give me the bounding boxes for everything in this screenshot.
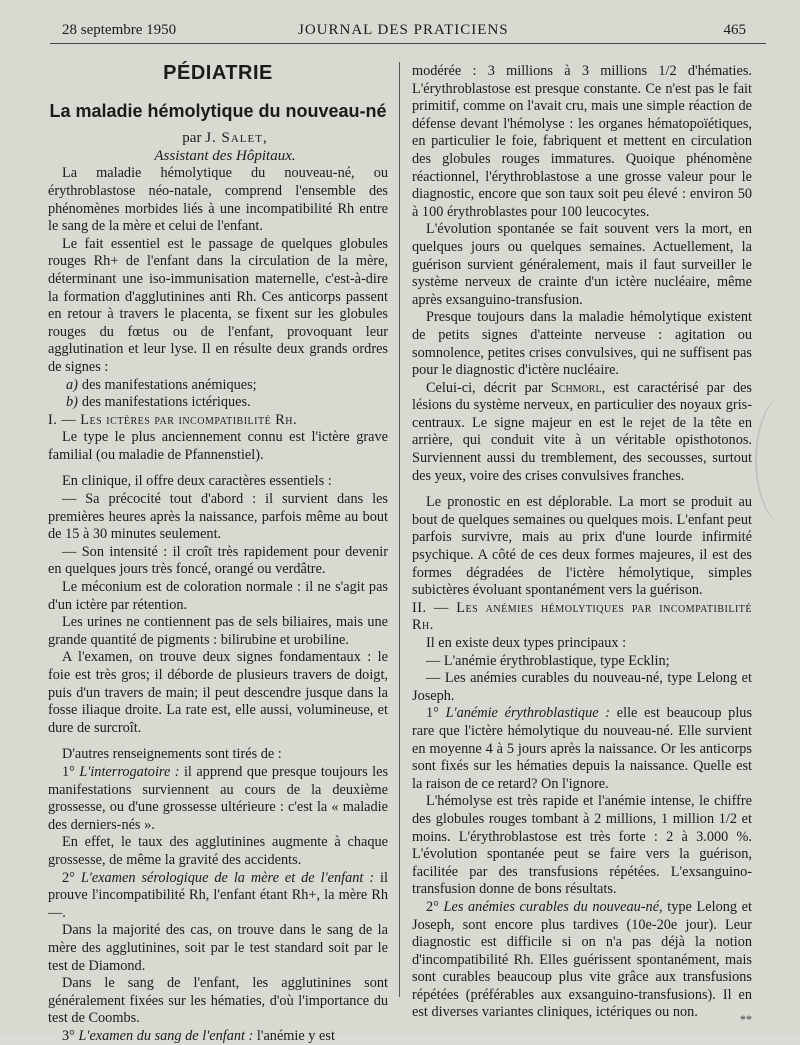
- paragraph: D'autres renseignements sont tirés de :: [62, 746, 282, 763]
- list-item-text: des manifestations anémiques;: [81, 376, 257, 393]
- paragraph: Les urines ne contiennent pas de sels biliaires, mais une grande quantité de pigments : bilirubine et urobiline.: [48, 614, 388, 648]
- article-title: La maladie hémolytique du nouveau-né: [49, 100, 387, 121]
- paragraph: Le méconium est de coloration normale : il ne s'agit pas d'un ictère par rétention.: [48, 579, 388, 613]
- subsection-heading: I. — Les ictères par incompatibilité Rh.: [48, 411, 298, 428]
- cited-author: Schmorl,: [550, 379, 606, 396]
- list-item-text: des manifestations ictériques.: [81, 394, 251, 411]
- paragraph: — Sa précocité tout d'abord : il survient dans les premières heures après la naissance, parfois même au bout de 15 à 30 minutes seulement.: [48, 491, 388, 543]
- subsection-heading: II. — Les anémies hémolytiques par incompatibilité Rh.: [412, 599, 752, 634]
- item-label: L'anémie érythroblastique :: [445, 705, 611, 722]
- item-text: l'anémie y est: [256, 1027, 335, 1044]
- list-item: [66, 394, 388, 412]
- right-column: [412, 63, 752, 1022]
- item-text: il apprend que presque toujours les manifestations surviennent au cours de la deuxième grossesse, ou d'une grossesse ultérieure : c'est la « maladie des derniers-nés ».: [48, 763, 389, 833]
- item-text: elle est beaucoup plus rare que l'ictère hémolytique du nouveau-né. Elle survient en moyenne 4 à 5 jours après la naissance. Or les anticorps sont fixés sur les hématies depuis la naissance. Quelle est la raison de ce retard? On l'ignore.: [412, 705, 753, 792]
- library-stamp: [755, 395, 800, 525]
- author-prefix: par: [182, 130, 202, 147]
- column-divider: [399, 62, 400, 997]
- paragraph: [412, 380, 752, 486]
- paragraph: La maladie hémolytique du nouveau-né, ou érythroblastose néo-natale, comprend l'ensemble des phénomènes morbides liés à une incompatibilité Rh entre le sang de la mère et celui de l'enfant.: [48, 165, 388, 235]
- list-letter: a): [66, 376, 78, 393]
- item-number: 2°: [426, 898, 439, 915]
- paragraph: Le pronostic en est déplorable. La mort se produit au bout de quelques semaines ou quelques mois. L'enfant peut parfois survivre, mais au prix d'une lourde infirmité psychique. A côté de ces deux formes majeures, il est des formes dégradées de l'ictère hémolytique, simples subictères évoluant spontanément vers la guérison.: [412, 494, 752, 599]
- paragraph: modérée : 3 millions à 3 millions 1/2 d'hématies. L'érythroblastose est presque constante. Ce n'est pas le fait primitif, comme on l'avait cru, mais une simple réaction de défense devant l'hémolyse : les organes hématopoïétiques, en particulier le foie, fabriquent et mettent en circulation des globules rouges immatures. Quoique phénomène réactionnel, l'érythroblastose a une grosse valeur pour le diagnostic, encore que son taux soit peu élevé : environ 50 à 100 érythroblastes pour 100 leucocytes.: [412, 63, 752, 220]
- paragraph: Le fait essentiel est le passage de quelques globules rouges Rh+ de l'enfant dans la circulation de la mère, déterminant une iso-immunisation maternelle, c'est-à-dire la formation d'agglutinines anti Rh. Ces anticorps passent en retour à travers le placenta, se fixent sur les globules rouges du fœtus ou de l'enfant, provoquant leur agglutination et leur lyse. Il en résulte deux grands ordres de signes :: [48, 235, 388, 375]
- item-label: L'examen sérologique de la mère et de l'enfant :: [80, 869, 375, 886]
- paragraph: [48, 870, 388, 923]
- paragraph: — Son intensité : il croît très rapidement pour devenir en quelques jours très foncé, orangé ou verdâtre.: [48, 543, 388, 578]
- header-rule: [50, 43, 766, 44]
- item-label: L'interrogatoire :: [79, 763, 180, 780]
- signs-list: [48, 377, 388, 412]
- left-column: [48, 63, 388, 1045]
- paragraph: Dans le sang de l'enfant, les agglutinines sont généralement fixées sur les hématies, d'où l'importance du test de Coombs.: [48, 975, 388, 1027]
- paragraph: — L'anémie érythroblastique, type Ecklin;: [426, 652, 670, 669]
- text-run: Celui-ci, décrit par: [426, 379, 543, 396]
- list-letter: b): [66, 394, 78, 411]
- paragraph: [412, 705, 752, 793]
- paragraph: — Les anémies curables du nouveau-né, type Lelong et Joseph.: [412, 670, 752, 704]
- item-text: il prouve l'incompatibilité Rh, l'enfant étant Rh+, la mère Rh—.: [48, 869, 388, 921]
- author-name: J. Salet,: [205, 130, 268, 147]
- paragraph: Le type le plus anciennement connu est l'ictère grave familial (ou maladie de Pfannenstiel).: [48, 429, 388, 463]
- item-number: 1°: [426, 705, 439, 722]
- paragraph: [48, 764, 388, 834]
- item-text: type Lelong et Joseph, sont encore plus tardives (10e-20e jour). Leur diagnostic est difficile si on n'a pas déjà la notion d'incompatibilité Rh. Elles guérissent spontanément, mais sont curables beaucoup plus vite grâce aux transfusions répétées (préférables aux exsanguino-transfusions). Il en est diverses variantes cliniques, ictériques ou non.: [412, 898, 753, 1021]
- paragraph: En clinique, il offre deux caractères essentiels :: [62, 473, 332, 490]
- footer-mark: **: [740, 1012, 752, 1026]
- item-label: Les anémies curables du nouveau-né,: [443, 898, 663, 915]
- paragraph: L'évolution spontanée se fait souvent vers la mort, en quelques jours ou quelques semaines. Actuellement, la guérison survient généralement, mais il faut surveiller le système nerveux de crainte d'un ictère nucléaire, même après exsanguino-transfusion.: [412, 221, 752, 308]
- header-page-number: 465: [723, 22, 746, 38]
- header-journal-title: JOURNAL DES PRATICIENS: [298, 22, 509, 38]
- paragraph: A l'examen, on trouve deux signes fondamentaux : le foie est très gros; il déborde de plusieurs travers de doigt, puis d'un travers de main; il peut descendre jusque dans la fosse iliaque droite. La rate est, elle aussi, volumineuse, et dure de surcroît.: [48, 649, 388, 736]
- running-header: [62, 22, 760, 42]
- article-author: [48, 130, 388, 148]
- section-title: PÉDIATRIE: [163, 62, 273, 84]
- paragraph: Il en existe deux types principaux :: [426, 635, 627, 651]
- paragraph: L'hémolyse est très rapide et l'anémie intense, le chiffre des globules rouges tombant à 2 millions, 1 million 1/2 et moins. L'érythroblastose est très forte : 2 à 3.000 %. L'évolution spontanée peut se faire vers la guérison, facilitée par des transfusions répétées. L'exsanguino-transfusion donne de bons résultats.: [412, 793, 752, 898]
- paragraph: Presque toujours dans la maladie hémolytique existent de petits signes d'atteinte nerveuse : agitation ou somnolence, petites crises convulsives, qui ne suffisent pas pour le diagnostic d'ictère nucléaire.: [412, 309, 752, 379]
- paragraph: [48, 1028, 388, 1045]
- paragraph: En effet, le taux des agglutinines augmente à chaque grossesse, de même la gravité des accidents.: [48, 834, 388, 868]
- item-number: 3°: [62, 1027, 75, 1044]
- item-number: 2°: [62, 869, 75, 886]
- item-label: L'examen du sang de l'enfant :: [78, 1027, 254, 1044]
- author-affiliation: Assistant des Hôpitaux.: [154, 147, 296, 164]
- text-run: est caractérisé par des lésions du système nerveux, en particulier des noyaux gris-centraux. Le signe majeur en est le rejet de la tête en arrière, qui conduit vite à un véritable opisthotonos. Surviennent aussi du tremblement, des secousses, surtout des yeux, voire des crises convulsives franches.: [412, 379, 752, 484]
- list-item: [66, 377, 388, 395]
- item-number: 1°: [62, 763, 75, 780]
- paragraph: Dans la majorité des cas, on trouve dans le sang de la mère des agglutinines, soit par le test standard soit par le test de Diamond.: [48, 922, 388, 974]
- paragraph: [412, 899, 752, 1022]
- header-date: 28 septembre 1950: [62, 22, 177, 38]
